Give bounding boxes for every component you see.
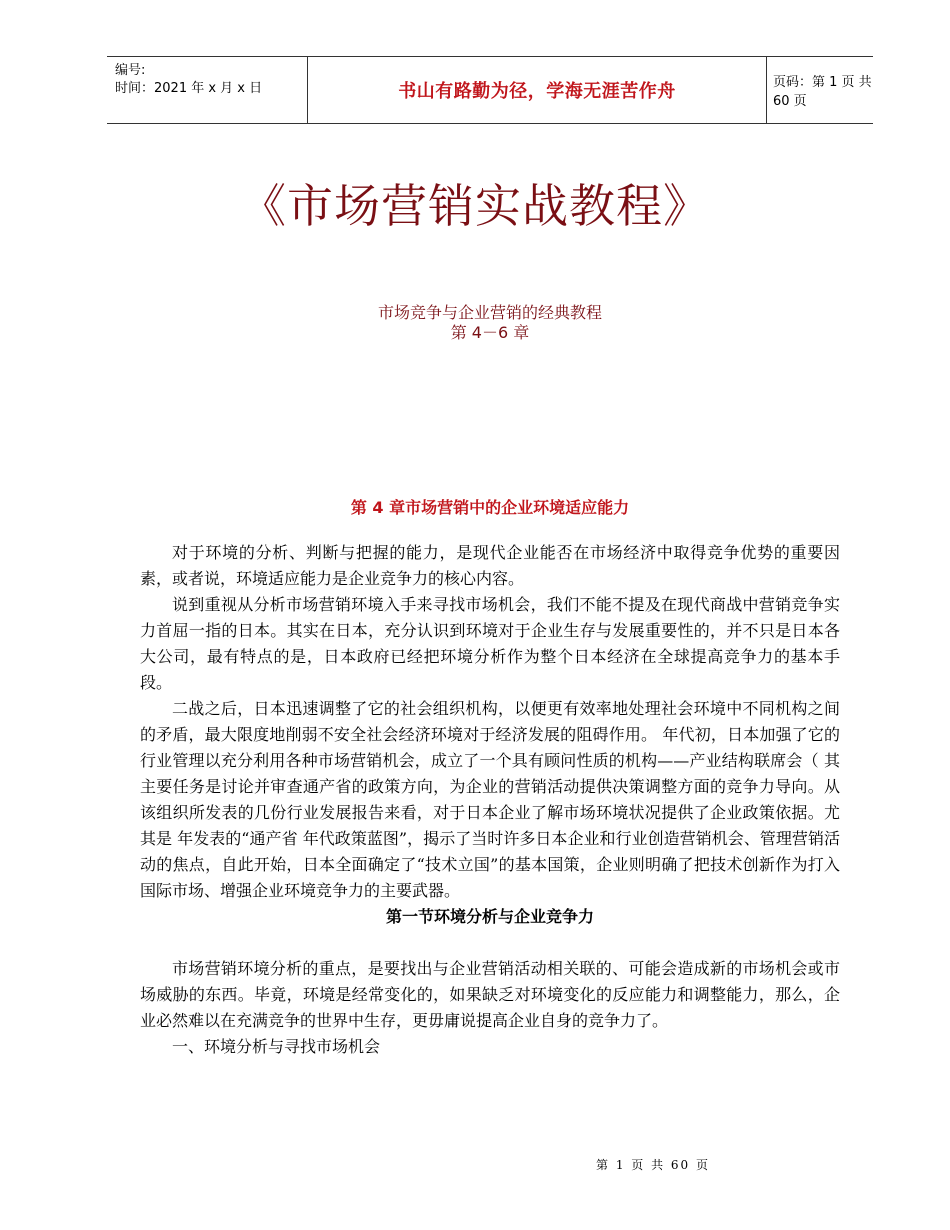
header-motto: 书山有路勤为径，学海无涯苦作舟	[398, 81, 676, 102]
chapter-range: 第 4－6 章	[450, 323, 530, 342]
paragraph: 市场营销环境分析的重点，是要找出与企业营销活动相关联的、可能会造成新的市场机会或市场威胁的东西。毕竟，环境是经常变化的，如果缺乏对环境变化的反应能力和调整能力，那么，企业必然难以在充满竞争的世界中生存，更毋庸说提高企业自身的竞争力了。	[140, 959, 840, 1030]
document-title: 《市场营销实战教程》	[240, 179, 710, 233]
page-footer: 第 1 页 共 60 页	[596, 1158, 710, 1172]
subtitle: 市场竞争与企业营销的经典教程	[377, 303, 602, 322]
header-divider	[766, 57, 767, 123]
paragraph: 对于环境的分析、判断与把握的能力，是现代企业能否在市场经济中取得竞争优势的重要因素，或者说，环境适应能力是企业竞争力的核心内容。	[140, 543, 840, 588]
body-text	[140, 540, 840, 1060]
spacer	[140, 930, 840, 956]
paragraph: 说到重视从分析市场营销环境入手来寻找市场机会，我们不能不提及在现代商战中营销竞争实力首屈一指的日本。其实在日本，充分认识到环境对于企业生存与发展重要性的，并不只是日本各大公司，最有特点的是，日本政府已经把环境分析作为整个日本经济在全球提高竞争力的基本手段。	[140, 595, 840, 692]
chapter-heading: 第 4 章市场营销中的企业环境适应能力	[350, 498, 630, 517]
number-label: 编号:	[115, 63, 146, 78]
subsection-heading: 一、环境分析与寻找市场机会	[172, 1037, 381, 1056]
section-heading: 第一节环境分析与企业竞争力	[385, 907, 594, 926]
time-label: 时间：2021 年 x 月 x 日	[115, 81, 263, 96]
paragraph: 二战之后，日本迅速调整了它的社会组织机构，以便更有效率地处理社会环境中不同机构之间的矛盾，最大限度地削弱不安全社会经济环境对于经济发展的阻碍作用。 年代初，日本加强了它的行业管理以充分利用各种市场营销机会，成立了一个具有顾问性质的机构——产业结构联席会（ 其主要任务是讨论并审查通产省的政策方向，为企业的营销活动提供决策调整方面的竞争力导向。从该组织所发表的几份行业发展报告来看，对于日本企业了解市场环境状况提供了企业政策依据。尤其是 年发表的“通产省 年代政策蓝图”，揭示了当时许多日本企业和行业创造营销机会、管理营销活动的焦点，自此开始，日本全面确定了“技术立国”的基本国策，企业则明确了把技术创新作为打入国际市场、增强企业环境竞争力的主要武器。	[140, 699, 840, 900]
header-page-label: 页码：第 1 页 共 60 页	[773, 75, 872, 109]
header-meta-cell	[107, 57, 307, 123]
header-table	[107, 56, 873, 124]
